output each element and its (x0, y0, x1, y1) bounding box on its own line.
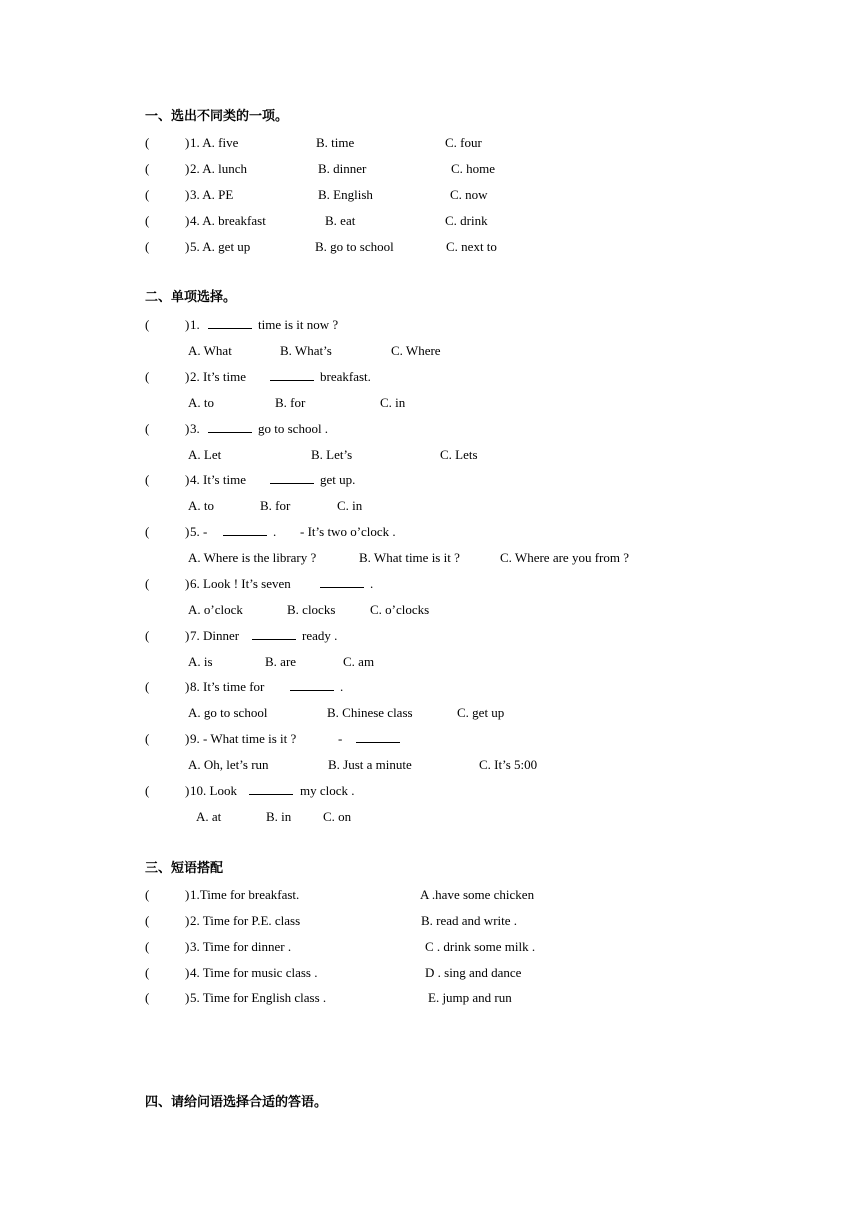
option-b: B. What time is it ? (359, 550, 460, 565)
paren-open: ( (145, 913, 150, 928)
question-text: 9. - What time is it ? (190, 731, 297, 746)
option-a: A. Let (188, 447, 222, 462)
question-option-a: 3. A. PE (190, 187, 234, 202)
option-a: A. Where is the library ? (188, 550, 317, 565)
paren-close: ) (185, 913, 190, 928)
paren-open: ( (145, 369, 150, 384)
question-text-after: get up. (320, 472, 356, 487)
option-a: A. o’clock (188, 602, 243, 617)
s2-q8 (0, 678, 860, 696)
paren-close: ) (185, 135, 190, 150)
section-4-title: 四、请给问语选择合适的答语。 (145, 1095, 328, 1110)
paren-open: ( (145, 161, 150, 176)
s2-q7-options (0, 653, 860, 671)
paren-close: ) (185, 472, 190, 487)
question-text-after: time is it now ? (258, 317, 339, 332)
paren-close: ) (185, 421, 190, 436)
option-c: C. in (337, 498, 363, 513)
s2-q3-options (0, 446, 860, 464)
paren-close: ) (185, 369, 190, 384)
option-c: C. o’clocks (370, 602, 430, 617)
option-b: B. Let’s (311, 447, 353, 462)
answer-blank (320, 575, 364, 588)
paren-open: ( (145, 187, 150, 202)
option-c: C. four (445, 135, 482, 150)
paren-open: ( (145, 628, 150, 643)
answer-blank (356, 730, 400, 743)
option-c: C. in (380, 395, 406, 410)
option-b: B. eat (325, 213, 356, 228)
s3-item-2 (0, 912, 860, 930)
paren-close: ) (185, 161, 190, 176)
paren-close: ) (185, 965, 190, 980)
option-c: C. It’s 5:00 (479, 757, 538, 772)
question-text-after: go to school . (258, 421, 329, 436)
paren-close: ) (185, 731, 190, 746)
question-text-after: ready . (302, 628, 338, 643)
paren-close: ) (185, 939, 190, 954)
option-a: A. to (188, 498, 214, 513)
question-text: 10. Look (190, 783, 237, 798)
paren-open: ( (145, 135, 150, 150)
paren-close: ) (185, 990, 190, 1005)
phrase-text: 4. Time for music class . (190, 965, 318, 980)
match-text: B. read and write . (421, 913, 518, 928)
match-text: C . drink some milk . (425, 939, 536, 954)
option-c: C. home (451, 161, 496, 176)
question-text: 3. (190, 421, 200, 436)
s2-q9 (0, 730, 860, 748)
paren-open: ( (145, 317, 150, 332)
question-text-after: . (370, 576, 374, 591)
paren-open: ( (145, 421, 150, 436)
paren-close: ) (185, 679, 190, 694)
option-c: C. Where (391, 343, 441, 358)
paren-close: ) (185, 887, 190, 902)
question-text-after: my clock . (300, 783, 355, 798)
question-text: 7. Dinner (190, 628, 240, 643)
phrase-text: 3. Time for dinner . (190, 939, 292, 954)
question-option-a: 1. A. five (190, 135, 239, 150)
paren-open: ( (145, 576, 150, 591)
s2-q6-options (0, 601, 860, 619)
question-text-after: . (340, 679, 344, 694)
s2-q5 (0, 523, 860, 541)
paren-open: ( (145, 679, 150, 694)
option-b: B. What’s (280, 343, 332, 358)
option-b: B. for (260, 498, 291, 513)
option-a: A. is (188, 654, 213, 669)
option-c: C. Where are you from ? (500, 550, 629, 565)
paren-open: ( (145, 887, 150, 902)
option-c: C. now (450, 187, 488, 202)
s2-q4 (0, 471, 860, 489)
option-b: B. Just a minute (328, 757, 412, 772)
option-b: B. dinner (318, 161, 367, 176)
s1-item-4 (0, 212, 860, 230)
s2-q4-options (0, 497, 860, 515)
option-b: B. time (316, 135, 355, 150)
answer-dash: - (338, 731, 343, 746)
answer-blank (252, 627, 296, 640)
question-text-after: breakfast. (320, 369, 371, 384)
answer-blank (208, 316, 252, 329)
option-b: B. are (265, 654, 297, 669)
phrase-text: 1.Time for breakfast. (190, 887, 300, 902)
paren-close: ) (185, 576, 190, 591)
answer-blank (290, 678, 334, 691)
question-option-a: 5. A. get up (190, 239, 251, 254)
option-c: C. drink (445, 213, 488, 228)
answer-text: - It’s two o’clock . (300, 524, 396, 539)
paren-close: ) (185, 317, 190, 332)
paren-open: ( (145, 939, 150, 954)
s3-item-3 (0, 938, 860, 956)
question-text: 6. Look ! It’s seven (190, 576, 291, 591)
question-text: 8. It’s time for (190, 679, 265, 694)
s1-item-5 (0, 238, 860, 256)
s2-q10 (0, 782, 860, 800)
question-text: 2. It’s time (190, 369, 246, 384)
paren-open: ( (145, 990, 150, 1005)
paren-close: ) (185, 187, 190, 202)
answer-blank (223, 523, 267, 536)
section-1-title: 一、选出不同类的一项。 (145, 109, 289, 124)
paren-close: ) (185, 239, 190, 254)
s2-q1 (0, 316, 860, 334)
s2-q10-options (0, 808, 860, 826)
answer-blank (208, 420, 252, 433)
s2-q7 (0, 627, 860, 645)
paren-close: ) (185, 524, 190, 539)
question-text: 1. (190, 317, 200, 332)
s2-q6 (0, 575, 860, 593)
s2-q1-options (0, 342, 860, 360)
question-text: 4. It’s time (190, 472, 246, 487)
answer-blank (249, 782, 293, 795)
paren-close: ) (185, 628, 190, 643)
paren-open: ( (145, 213, 150, 228)
paren-open: ( (145, 239, 150, 254)
option-b: B. go to school (315, 239, 394, 254)
paren-open: ( (145, 965, 150, 980)
answer-blank (270, 471, 314, 484)
section-2-title: 二、单项选择。 (145, 290, 237, 305)
s2-q8-options (0, 704, 860, 722)
option-c: C. am (343, 654, 375, 669)
paren-open: ( (145, 731, 150, 746)
phrase-text: 2. Time for P.E. class (190, 913, 301, 928)
question-option-a: 2. A. lunch (190, 161, 248, 176)
s1-item-2 (0, 160, 860, 178)
s2-q3 (0, 420, 860, 438)
phrase-text: 5. Time for English class . (190, 990, 327, 1005)
option-a: A. to (188, 395, 214, 410)
s3-item-4 (0, 964, 860, 982)
paren-close: ) (185, 213, 190, 228)
option-c: C. get up (457, 705, 505, 720)
s3-item-1 (0, 886, 860, 904)
option-a: A. go to school (188, 705, 268, 720)
s2-q5-options (0, 549, 860, 567)
paren-open: ( (145, 524, 150, 539)
option-c: C. Lets (440, 447, 478, 462)
s2-q9-options (0, 756, 860, 774)
option-a: A. Oh, let’s run (188, 757, 269, 772)
match-text: D . sing and dance (425, 965, 522, 980)
answer-blank (270, 368, 314, 381)
s2-q2-options (0, 394, 860, 412)
option-c: C. on (323, 809, 352, 824)
s3-item-5 (0, 989, 860, 1007)
paren-open: ( (145, 783, 150, 798)
option-b: B. for (275, 395, 306, 410)
option-a: A. at (196, 809, 222, 824)
s2-q2 (0, 368, 860, 386)
option-b: B. clocks (287, 602, 336, 617)
match-text: E. jump and run (428, 990, 512, 1005)
question-text-after: . (273, 524, 277, 539)
option-b: B. English (318, 187, 373, 202)
paren-open: ( (145, 472, 150, 487)
paren-close: ) (185, 783, 190, 798)
option-b: B. Chinese class (327, 705, 413, 720)
section-3-title: 三、短语搭配 (145, 861, 224, 876)
question-option-a: 4. A. breakfast (190, 213, 266, 228)
option-b: B. in (266, 809, 292, 824)
option-a: A. What (188, 343, 232, 358)
match-text: A .have some chicken (420, 887, 535, 902)
option-c: C. next to (446, 239, 497, 254)
s1-item-1 (0, 134, 860, 152)
question-text: 5. - (190, 524, 208, 539)
s1-item-3 (0, 186, 860, 204)
